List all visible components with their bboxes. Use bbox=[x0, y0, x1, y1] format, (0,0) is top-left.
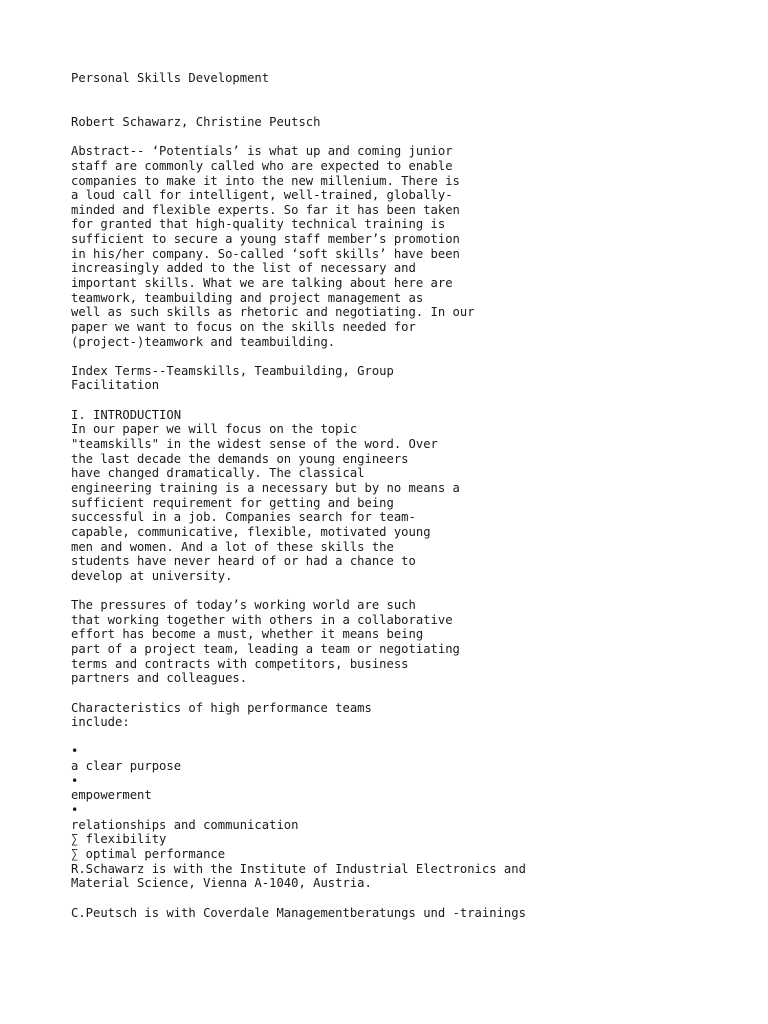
introduction-paragraph bbox=[71, 422, 751, 583]
abstract-line: in his/her company. So-called ‘soft skills’ have been bbox=[71, 246, 460, 261]
characteristics-list bbox=[71, 744, 751, 890]
abstract-line: minded and flexible experts. So far it has been taken bbox=[71, 202, 460, 217]
index-terms-line: Facilitation bbox=[71, 378, 160, 393]
paragraph-line: that working together with others in a collaborative bbox=[71, 612, 453, 627]
footnote-line: Material Science, Vienna A-1040, Austria. bbox=[71, 876, 372, 891]
paragraph-line: successful in a job. Companies search for team- bbox=[71, 510, 416, 525]
list-item: ∑ flexibility bbox=[71, 832, 167, 847]
abstract-line: (project-)teamwork and teambuilding. bbox=[71, 334, 336, 349]
document-title: Personal Skills Development bbox=[71, 71, 270, 85]
paragraph-line: The pressures of today’s working world are such bbox=[71, 598, 416, 613]
paragraph-line: partners and colleagues. bbox=[71, 671, 248, 686]
paragraph-line: develop at university. bbox=[71, 568, 233, 583]
document-body bbox=[71, 71, 751, 920]
characteristics-paragraph bbox=[71, 701, 751, 730]
paragraph-line: include: bbox=[71, 715, 130, 730]
paragraph-line: Characteristics of high performance teams bbox=[71, 700, 372, 715]
abstract-line: teamwork, teambuilding and project management as bbox=[71, 290, 424, 305]
list-item: empowerment bbox=[71, 788, 152, 803]
paragraph-line: In our paper we will focus on the topic bbox=[71, 422, 358, 437]
paragraph-line: students have never heard of or had a chance to bbox=[71, 554, 416, 569]
abstract-line: important skills. What we are talking about here are bbox=[71, 275, 453, 290]
abstract-line: for granted that high-quality technical training is bbox=[71, 217, 446, 232]
abstract-line: increasingly added to the list of necessary and bbox=[71, 261, 416, 276]
pressures-paragraph bbox=[71, 598, 751, 686]
section-heading-introduction: I. INTRODUCTION bbox=[71, 407, 182, 422]
abstract bbox=[71, 144, 751, 349]
paragraph-line: men and women. And a lot of these skills the bbox=[71, 539, 394, 554]
index-terms bbox=[71, 364, 751, 393]
paragraph-line: have changed dramatically. The classical bbox=[71, 466, 365, 481]
footnote-line: R.Schawarz is with the Institute of Industrial Electronics and bbox=[71, 861, 526, 876]
list-item: ∑ optimal performance bbox=[71, 846, 226, 861]
paragraph-line: part of a project team, leading a team or negotiating bbox=[71, 642, 460, 656]
paragraph-line: effort has become a must, whether it means being bbox=[71, 627, 424, 642]
paragraph-line: "teamskills" in the widest sense of the word. Over bbox=[71, 437, 438, 452]
list-item: a clear purpose bbox=[71, 759, 182, 774]
bullet-icon: • bbox=[71, 744, 79, 759]
list-item: relationships and communication bbox=[71, 817, 299, 832]
abstract-line: sufficient to secure a young staff member’s promotion bbox=[71, 232, 460, 247]
abstract-line: a loud call for intelligent, well-trained, globally- bbox=[71, 188, 453, 203]
bullet-icon: • bbox=[71, 773, 79, 788]
paragraph-line: sufficient requirement for getting and being bbox=[71, 495, 394, 510]
paragraph-line: engineering training is a necessary but by no means a bbox=[71, 480, 460, 495]
abstract-line: companies to make it into the new millenium. There is bbox=[71, 173, 460, 188]
abstract-line: Abstract-- ‘Potentials’ is what up and coming junior bbox=[71, 144, 453, 159]
paragraph-line: the last decade the demands on young engineers bbox=[71, 451, 409, 466]
paragraph-line: terms and contracts with competitors, business bbox=[71, 656, 409, 671]
abstract-line: well as such skills as rhetoric and negotiating. In our bbox=[71, 305, 475, 320]
abstract-line: paper we want to focus on the skills needed for bbox=[71, 319, 416, 334]
abstract-line: staff are commonly called who are expected to enable bbox=[71, 158, 453, 173]
authors: Robert Schawarz, Christine Peutsch bbox=[71, 114, 321, 129]
bullet-icon: • bbox=[71, 803, 79, 818]
paragraph-line: capable, communicative, flexible, motivated young bbox=[71, 524, 431, 539]
affiliation-line: C.Peutsch is with Coverdale Managementberatungs und -trainings bbox=[71, 905, 526, 920]
index-terms-line: Index Terms--Teamskills, Teambuilding, Group bbox=[71, 363, 394, 378]
